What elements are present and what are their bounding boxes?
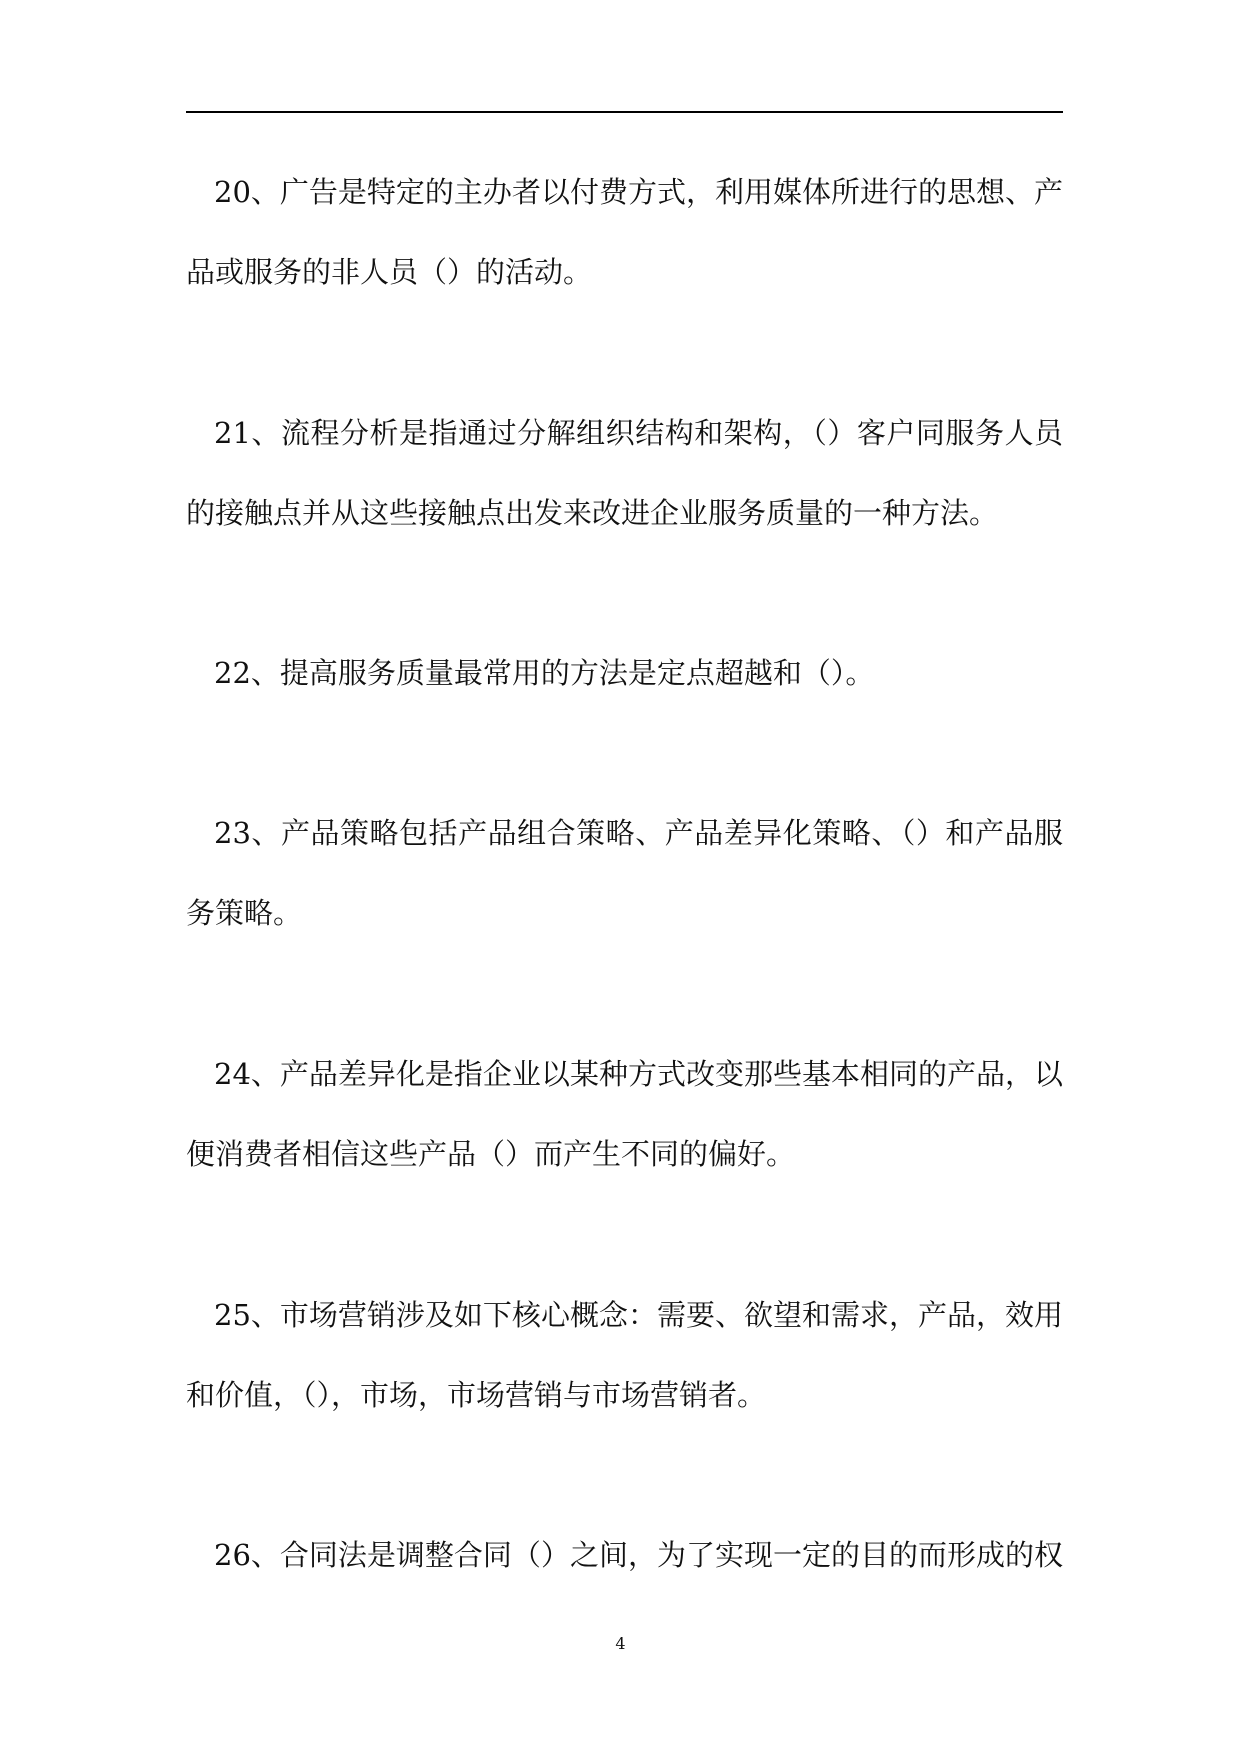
question-20-line-2: 品或服务的非人员（）的活动。	[186, 255, 593, 289]
question-21-line-1: 21、流程分析是指通过分解组织结构和架构，（）客户同服务人员	[214, 416, 1063, 450]
page-number: 4	[615, 1634, 626, 1653]
question-21-line-2: 的接触点并从这些接触点出发来改进企业服务质量的一种方法。	[186, 496, 999, 530]
header-rule	[186, 111, 1063, 113]
question-23-line-2: 务策略。	[186, 896, 303, 930]
question-26-line-1: 26、合同法是调整合同（）之间，为了实现一定的目的而形成的权	[214, 1538, 1063, 1572]
question-22-line-1: 22、提高服务质量最常用的方法是定点超越和（）。	[214, 656, 875, 690]
question-24-line-2: 便消费者相信这些产品（）而产生不同的偏好。	[186, 1137, 796, 1171]
question-24-line-1: 24、产品差异化是指企业以某种方式改变那些基本相同的产品，以	[214, 1057, 1063, 1091]
question-25-line-2: 和价值，（），市场，市场营销与市场营销者。	[186, 1378, 767, 1412]
question-23-line-1: 23、产品策略包括产品组合策略、产品差异化策略、（）和产品服	[214, 816, 1063, 850]
question-20-line-1: 20、广告是特定的主办者以付费方式，利用媒体所进行的思想、产	[214, 175, 1063, 209]
question-25-line-1: 25、市场营销涉及如下核心概念：需要、欲望和需求，产品，效用	[214, 1298, 1063, 1332]
